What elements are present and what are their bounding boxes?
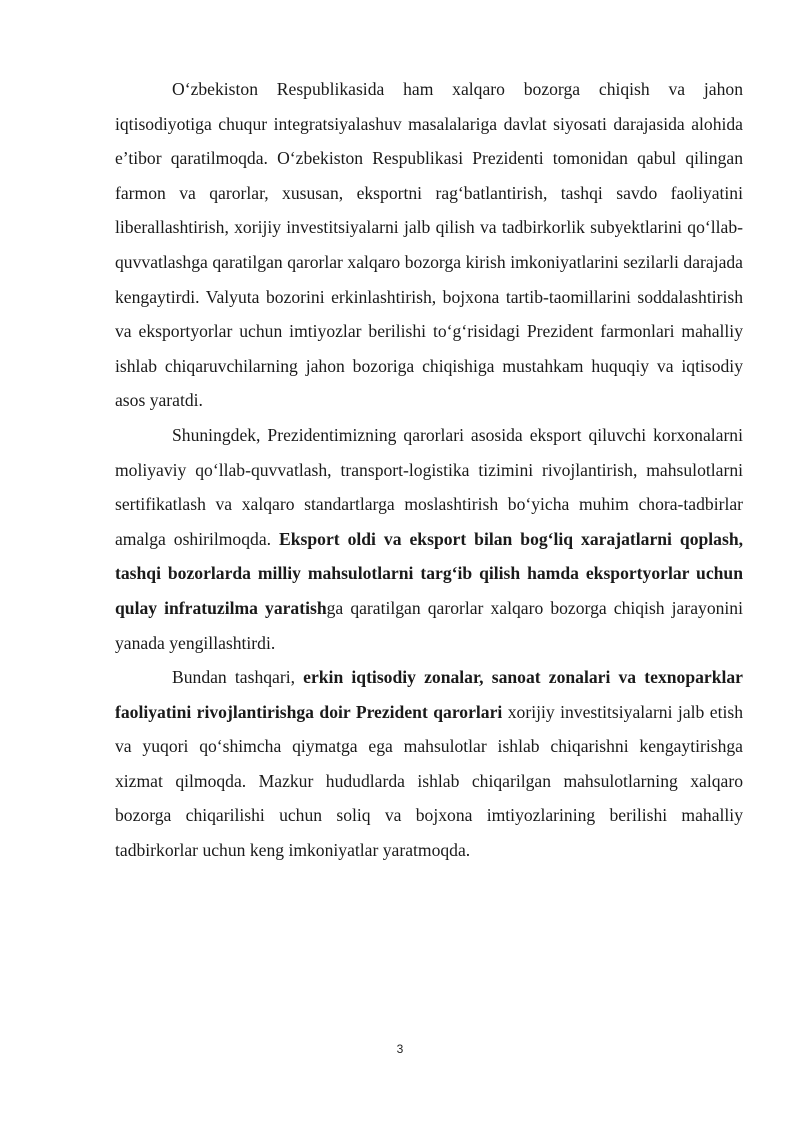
document-page [115,72,743,868]
paragraph-3-text-b: xorijiy investitsiyalarni jalb etish va yuqori qo‘shimcha qiymatga ega mahsulotlar ishlab chiqarishni kengaytirishga xizmat qilmoqda. Mazkur hududlarda ishlab chiqarilgan mahsulotlarning xalqaro bozorga chiqarilishi uchun soliq va bojxona imtiyozlarining berilishi mahalliy tadbirkorlar uchun keng imkoniyatlar yaratmoqda. [115,701,743,861]
page-number: 3 [396,1042,404,1056]
paragraph-3-text-a: Bundan tashqari, [172,667,304,688]
paragraph-2 [115,418,743,660]
paragraph-2-bold-text: Eksport oldi va eksport bilan bog‘liq xarajatlarni qoplash, tashqi bozorlarda milliy mahsulotlarni targ‘ib qilish hamda eksportyorlar uchun qulay infratuzilma yaratish [115,528,743,618]
paragraph-2-text-b: ga qaratilgan qarorlar xalqaro bozorga chiqish jarayonini yanada yengillashtirdi. [115,597,743,653]
paragraph-1-text: O‘zbekiston Respublikasida ham xalqaro bozorga chiqish va jahon iqtisodiyotiga chuqur integratsiyalashuv masalalariga davlat siyosati darajasida alohida e’tibor qaratilmoqda. O‘zbekiston Respublikasi Prezidenti tomonidan qabul qilingan farmon va qarorlar, xususan, eksportni rag‘batlantirish, tashqi savdo faoliyatini liberallashtirish, xorijiy investitsiyalarni jalb qilish va tadbirkorlik subyektlarini qo‘llab-quvvatlashga qaratilgan qarorlar xalqaro bozorga kirish imkoniyatlarini sezilarli darajada kengaytirdi. Valyuta bozorini erkinlashtirish, bojxona tartib-taomillarini soddalashtirish va eksportyorlar uchun imtiyozlar berilishi to‘g‘risidagi Prezident farmonlari mahalliy ishlab chiqaruvchilarning jahon bozoriga chiqishiga mustahkam huquqiy va iqtisodiy asos yaratdi. [115,79,743,411]
paragraph-2-text-a: Shuningdek, Prezidentimizning qarorlari asosida eksport qiluvchi korxonalarni moliyaviy qo‘llab-quvvatlash, transport-logistika tizimini rivojlantirish, mahsulotlarni sertifikatlash va xalqaro standartlarga moslashtirish bo‘yicha muhim chora-tadbirlar amalga oshirilmoqda. [115,424,743,549]
paragraph-3-bold-text: erkin iqtisodiy zonalar, sanoat zonalari va texnoparklar faoliyatini rivojlantirishga doir Prezident qarorlari [115,667,743,722]
paragraph-1 [115,72,743,418]
paragraph-3 [115,660,743,868]
